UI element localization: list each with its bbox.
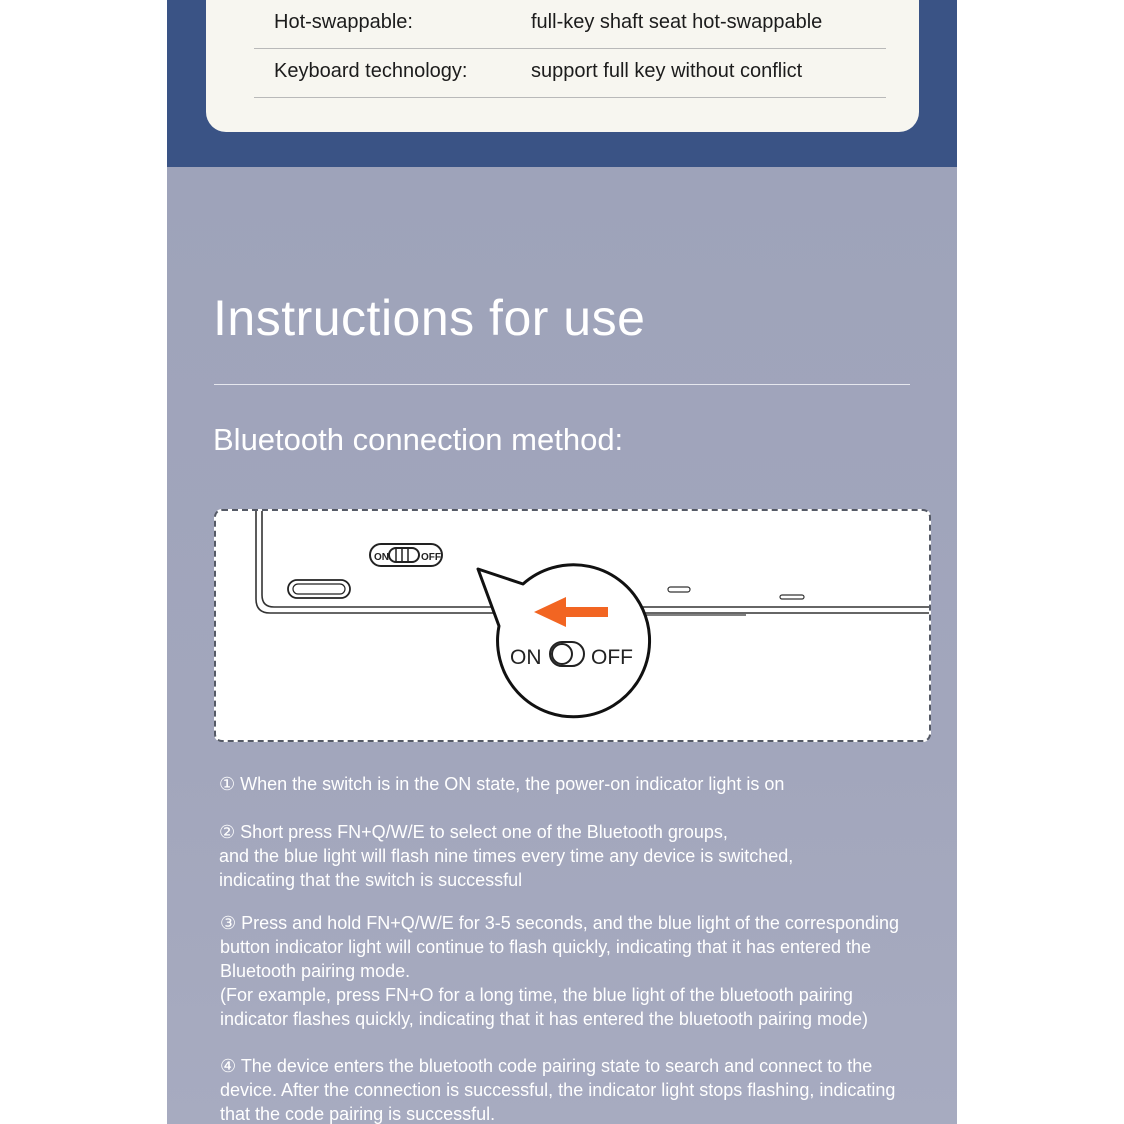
spec-card bbox=[206, 0, 919, 132]
title-divider bbox=[214, 384, 910, 385]
instructions-section bbox=[167, 167, 957, 1124]
instruction-step-4 bbox=[220, 1054, 930, 1124]
small-switch-on-label: ON bbox=[374, 552, 389, 563]
indicator-light bbox=[780, 595, 804, 599]
large-switch-off-label: OFF bbox=[591, 646, 633, 669]
magnified-switch-callout bbox=[478, 565, 650, 717]
instruction-text: ① When the switch is in the ON state, the power-on indicator light is on bbox=[219, 774, 785, 794]
keyboard-side-diagram bbox=[216, 511, 929, 740]
instruction-text: ② Short press FN+Q/W/E to select one of the Bluetooth groups, and the blue light will flash nine times every time any device is switched, indicating that the switch is successful bbox=[219, 822, 794, 890]
spec-key: Keyboard technology: bbox=[274, 60, 468, 82]
instruction-step-1 bbox=[219, 772, 929, 796]
instruction-text: ④ The device enters the bluetooth code pairing state to search and connect to the device. After the connection is successful, the indicator light stops flashing, indicating that the code pairing is successful. bbox=[220, 1056, 896, 1124]
instruction-text: ③ Press and hold FN+Q/W/E for 3-5 seconds, and the blue light of the corresponding button indicator light will continue to flash quickly, indicating that it has entered the Bluetooth pairing mode. (For example, press FN+O for a long time, the blue light of the bluetooth pairing indicator flashes quickly, indicating that it has entered the bluetooth pairing mode) bbox=[220, 913, 900, 1029]
page-title: Instructions for use bbox=[213, 290, 646, 346]
specs-band bbox=[167, 0, 957, 167]
product-page bbox=[167, 0, 957, 1124]
spec-row-hot-swappable bbox=[254, 0, 886, 49]
keyboard-power-switch bbox=[370, 544, 442, 566]
spec-value: support full key without conflict bbox=[531, 60, 803, 82]
spec-key: Hot-swappable: bbox=[274, 11, 413, 33]
toggle-switch-icon bbox=[550, 642, 584, 666]
instruction-step-3 bbox=[220, 911, 930, 1031]
instruction-step-2 bbox=[219, 820, 929, 892]
port-slot bbox=[288, 580, 350, 598]
large-switch-on-label: ON bbox=[510, 646, 542, 669]
spec-value: full-key shaft seat hot-swappable bbox=[531, 11, 823, 33]
spec-row-keyboard-technology bbox=[254, 49, 886, 98]
indicator-light bbox=[668, 587, 690, 592]
small-switch-off-label: OFF bbox=[421, 552, 441, 563]
switch-illustration bbox=[214, 509, 931, 742]
section-subtitle: Bluetooth connection method: bbox=[213, 422, 624, 457]
